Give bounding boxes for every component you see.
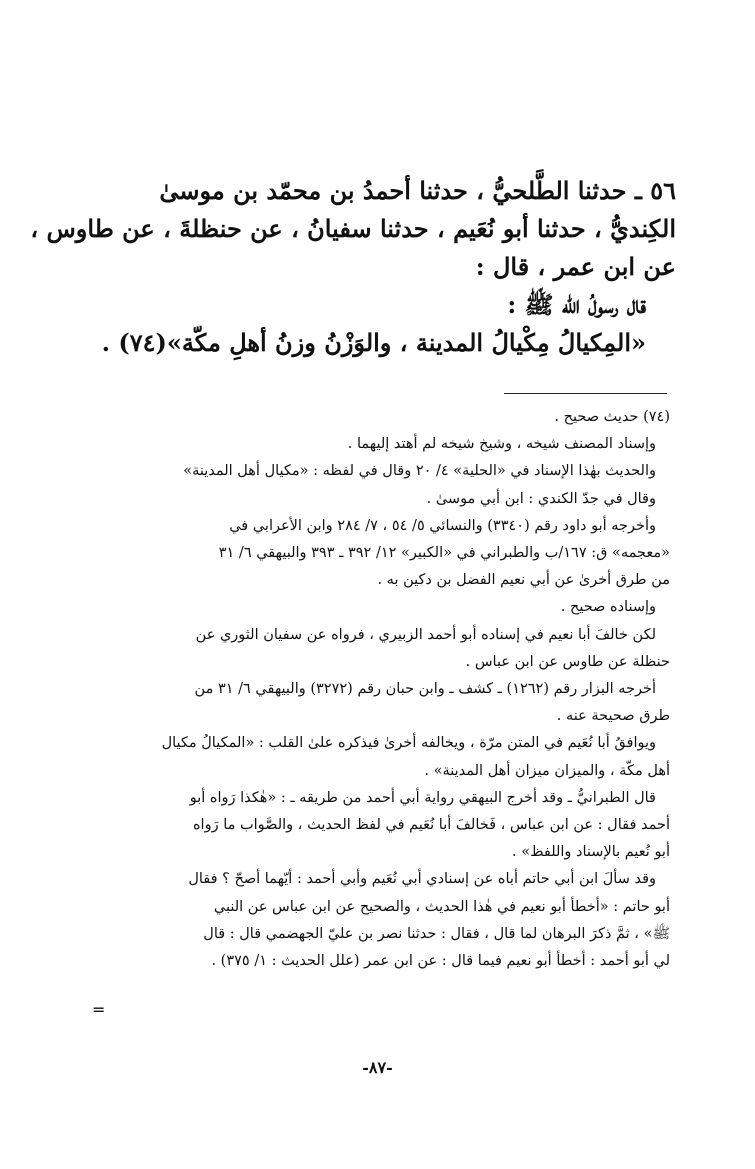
footnote-line: أهل مكّة ، والميزان ميزان أهل المدينة» . [424, 762, 670, 779]
footnote-line: من طرق أخرىٰ عن أبي نعيم الفضل بن دكين به . [377, 572, 670, 589]
continuation-mark: = [92, 1000, 106, 1019]
footnote-line: وإسناد المصنف شيخه ، وشيخ شيخه لم أهتد إليهما . [347, 436, 656, 453]
footnote-line: وقال في جدّ الكندي : ابن أبي موسىٰ . [426, 490, 656, 507]
page-number: -٨٧- [362, 1058, 393, 1077]
footnote-line: أبو حاتم : «أخطأ أبو نعيم في هٰذا الحديث ، والصحيح عن ابن عباس عن النبي [213, 898, 670, 915]
hadith-line: عن ابن عمر ، قال : [475, 252, 676, 281]
hadith-text [30, 172, 676, 362]
hadith-line: قال رسولُ الله ﷺ : [507, 290, 646, 319]
footnotes [128, 404, 670, 975]
footnote-line: والحديث بهٰذا الإسناد في «الحلية» ٤/ ٢٠ وقال في لفظه : «مكيال أهل المدينة» [183, 463, 656, 480]
footnote-line: أخرجه البزار رقم (١٢٦٢) ـ كشف ـ وابن حبان رقم (٣٢٧٢) والبيهقي ٦/ ٣١ من [194, 681, 656, 698]
footnote-line: ﷺ» ، ثمَّ ذكرَ البرهان لما قال ، فقال : حدثنا نصر بن عليّ الجهضمي قال : قال [203, 925, 670, 942]
hadith-line: «المِكيالُ مِكْيالُ المدينة ، والوَزْنُ وزنُ أهلِ مكّة»(٧٤) . [101, 328, 646, 357]
footnote-line: أحمد فقال : عن ابن عباس ، فَخالفَ أبا نُعَيم في لفظ الحديث ، والصَّواب ما رَواه [192, 817, 670, 834]
footnote-line: قال الطبرانيُّ ـ وقد أخرج البيهقي رواية أبي أحمد من طريقه ـ : «هٰكذا رَواه أبو [189, 789, 656, 806]
hadith-line: الكِنديُّ ، حدثنا أبو نُعَيم ، حدثنا سفيانُ ، عن حنظلةَ ، عن طاوس ، [30, 214, 676, 243]
hadith-line: ٥٦ ـ حدثنا الطَّلحيُّ ، حدثنا أحمدُ بن محمّد بن موسىٰ [159, 176, 676, 205]
footnote-line: وقد سألَ ابن أبي حاتم أباه عن إسنادي أبي نُعَيم وأبي أحمد : أيّهما أصحّ ؟ فقال [188, 871, 656, 888]
footnote-line: ويوافقُ أبا نُعَيم في المتن مرّة ، ويخالفه أخرىٰ فيذكره علىٰ القلب : «المكيالُ مكيال [161, 735, 656, 752]
footnote-separator [504, 393, 667, 394]
footnote-line: حنظلة عن طاوس عن ابن عباس . [465, 653, 670, 670]
footnote-line: لكن خالفَ أبا نعيم في إسناده أبو أحمد الزبيري ، فرواه عن سفيان الثوري عن [195, 626, 656, 643]
footnote-line: وأخرجه أبو داود رقم (٣٣٤٠) والنسائي ٥/ ٥٤ ، ٧/ ٢٨٤ وابن الأعرابي في [229, 517, 656, 534]
footnote-line: لي أبو أحمد : أخطأ أبو نعيم فيما قال : عن ابن عمر (علل الحديث : ١/ ٣٧٥) . [211, 953, 670, 970]
footnote-line: (٧٤) حديث صحيح . [554, 409, 670, 425]
footnote-line: وإسناده صحيح . [560, 599, 656, 616]
footnote-line: «معجمه» ق: ١٦٧/ب والطبراني في «الكبير» ١٢/ ٣٩٢ ـ ٣٩٣ والبيهقي ٦/ ٣١ [218, 545, 670, 562]
footnote-line: أبو نُعيم بالإسناد واللفظ» . [512, 844, 670, 861]
footnote-line: طرق صحيحة عنه . [556, 708, 670, 725]
